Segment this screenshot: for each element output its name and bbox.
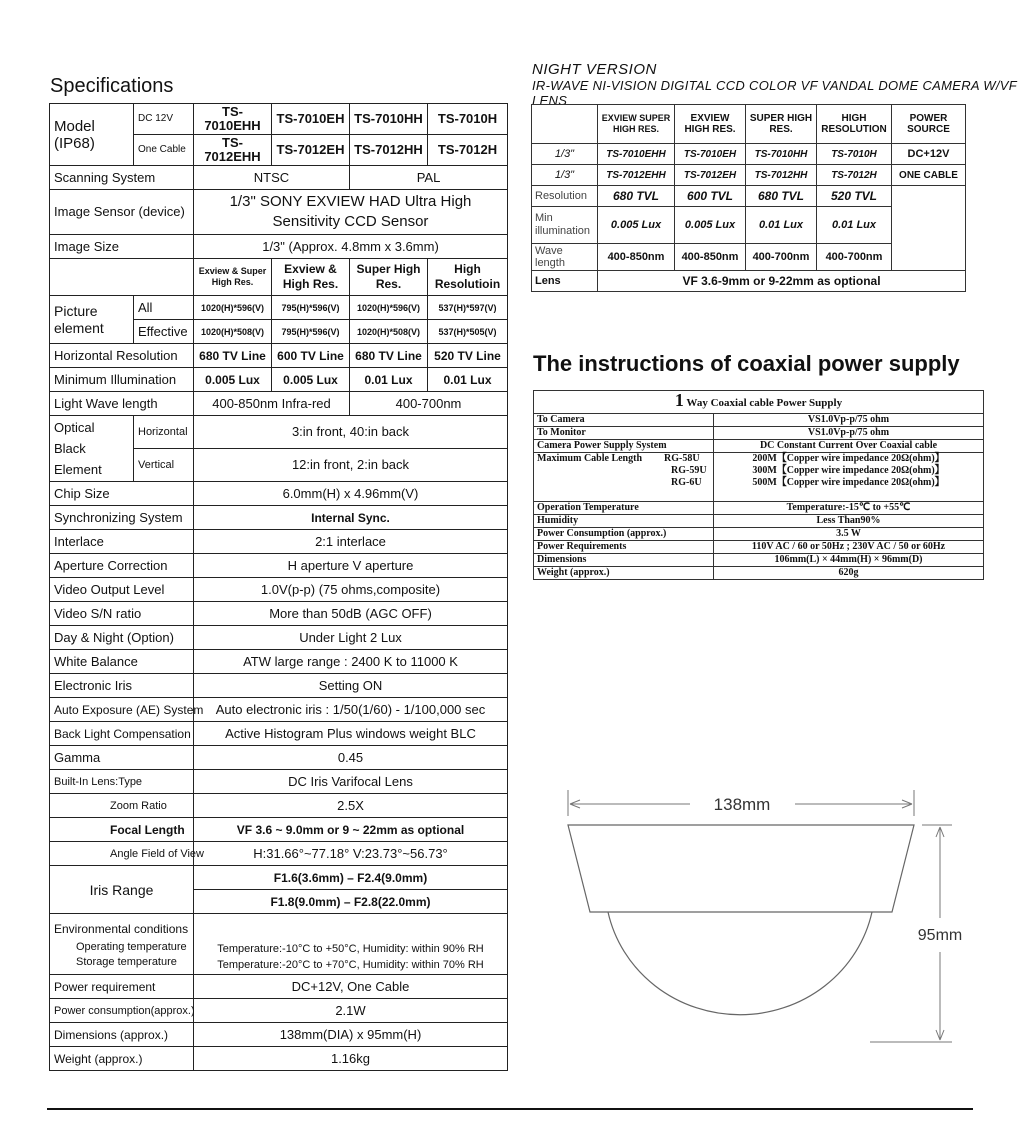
nv-head-1: EXVIEW SUPER HIGH RES. xyxy=(598,105,675,144)
row-value: Under Light 2 Lux xyxy=(194,626,508,650)
row-value: H aperture V aperture xyxy=(194,554,508,578)
coax-head xyxy=(534,391,984,414)
minillum-label: Minimum Illumination xyxy=(50,368,194,392)
spec-row xyxy=(50,674,508,698)
effective-label: Effective xyxy=(134,320,194,344)
row-label: Electronic Iris xyxy=(50,674,194,698)
column-head-row xyxy=(50,259,508,296)
row-label: Weight (approx.) xyxy=(50,1047,194,1071)
model-one-2: TS-7012EH xyxy=(272,135,350,166)
all-label: All xyxy=(134,296,194,320)
iris-label: Iris Range xyxy=(50,866,194,914)
nv-head-2: EXVIEW HIGH RES. xyxy=(675,105,746,144)
env-values xyxy=(194,914,508,975)
spec-row xyxy=(50,650,508,674)
coax-row xyxy=(534,427,984,440)
coax-row xyxy=(534,414,984,427)
coax-value: Temperature:-15℃ to +55℃ xyxy=(714,502,984,515)
nv-row1-4: TS-7010H xyxy=(817,144,892,165)
sensor-value: 1/3" SONY EXVIEW HAD Ultra High Sensitivity CCD Sensor xyxy=(194,190,508,235)
dc12v-label: DC 12V xyxy=(134,104,194,135)
nv-row1-3: TS-7010HH xyxy=(746,144,817,165)
coax-value: VS1.0Vp-p/75 ohm xyxy=(714,414,984,427)
model-one-3: TS-7012HH xyxy=(350,135,428,166)
row-value: 0.45 xyxy=(194,746,508,770)
nv-row2-2: TS-7012EH xyxy=(675,165,746,186)
tail-row xyxy=(50,1047,508,1071)
model-label: Model (IP68) xyxy=(50,104,134,166)
coax-head-text: Way Coaxial cable Power Supply xyxy=(686,397,843,409)
coax-value: DC Constant Current Over Coaxial cable xyxy=(714,440,984,453)
sensor-row xyxy=(50,190,508,235)
nv-min-1: 0.005 Lux xyxy=(598,207,675,244)
row-label: Aperture Correction xyxy=(50,554,194,578)
effective-value-2: 795(H)*596(V) xyxy=(272,320,350,344)
image-size-label: Image Size xyxy=(50,235,194,259)
row-label: Back Light Compensation xyxy=(50,722,194,746)
coax-label: Power Requirements xyxy=(534,541,714,554)
optical-h-value: 3:in front, 40:in back xyxy=(194,416,508,449)
coax-cable-row xyxy=(534,453,984,502)
row-value: More than 50dB (AGC OFF) xyxy=(194,602,508,626)
optical-h-label: Horizontal xyxy=(134,416,194,449)
spec-row xyxy=(50,722,508,746)
iris-value-1: F1.6(3.6mm) – F2.4(9.0mm) xyxy=(194,866,508,890)
row-value: DC Iris Varifocal Lens xyxy=(194,770,508,794)
all-value-4: 537(H)*597(V) xyxy=(428,296,508,320)
picture-label: Picture element xyxy=(50,296,134,344)
dome-body xyxy=(568,825,914,1015)
env-op-value: Temperature:-10°C to +50°C, Humidity: within 90% RH xyxy=(217,942,484,955)
sensor-label: Image Sensor (device) xyxy=(50,190,194,235)
nv-res-4: 520 TVL xyxy=(817,186,892,207)
spec-title: Specifications xyxy=(50,75,174,97)
model-row xyxy=(50,104,508,135)
row-label: Video Output Level xyxy=(50,578,194,602)
all-value-2: 795(H)*596(V) xyxy=(272,296,350,320)
optical-v-label: Vertical xyxy=(134,449,194,482)
spec-row xyxy=(50,818,508,842)
height-label: 95mm xyxy=(917,927,963,944)
model-one-1: TS-7012EHH xyxy=(194,135,272,166)
nv-lens-value: VF 3.6-9mm or 9-22mm as optional xyxy=(598,271,966,292)
nv-head-3: SUPER HIGH RES. xyxy=(746,105,817,144)
minillum-row xyxy=(50,368,508,392)
coax-table xyxy=(533,390,984,580)
hres-value-4: 520 TV Line xyxy=(428,344,508,368)
coax-row xyxy=(534,528,984,541)
spec-row xyxy=(50,554,508,578)
coax-label: Camera Power Supply System xyxy=(534,440,714,453)
spec-row xyxy=(50,842,508,866)
lightwave-row xyxy=(50,392,508,416)
coax-cable-labels xyxy=(534,453,714,502)
pal-value: PAL xyxy=(350,166,508,190)
spec-row xyxy=(50,794,508,818)
nv-row2-4: TS-7012H xyxy=(817,165,892,186)
image-size-value: 1/3" (Approx. 4.8mm x 3.6mm) xyxy=(194,235,508,259)
row-value: 2.5X xyxy=(194,794,508,818)
spec-row xyxy=(50,530,508,554)
minillum-value-3: 0.01 Lux xyxy=(350,368,428,392)
nv-res-row xyxy=(532,186,966,207)
minillum-value-4: 0.01 Lux xyxy=(428,368,508,392)
row-value: Internal Sync. xyxy=(194,506,508,530)
cable-type-2: RG-59U xyxy=(671,465,707,476)
spec-row xyxy=(50,746,508,770)
cable-type-1: RG-58U xyxy=(664,453,700,464)
hres-value-2: 600 TV Line xyxy=(272,344,350,368)
row-value: Setting ON xyxy=(194,674,508,698)
nv-lens-row xyxy=(532,271,966,292)
nv-row2-label: 1/3" xyxy=(532,165,598,186)
coax-row xyxy=(534,502,984,515)
effective-value-1: 1020(H)*508(V) xyxy=(194,320,272,344)
dome-dimension-drawing xyxy=(530,780,980,1050)
cable-value-3: 500M【Copper wire impedance 20Ω(ohm)】 xyxy=(752,477,945,488)
row-value: 2:1 interlace xyxy=(194,530,508,554)
night-version-table xyxy=(531,104,966,292)
coax-row xyxy=(534,515,984,528)
model-dc-1: TS-7010EHH xyxy=(194,104,272,135)
nv-wave-1: 400-850nm xyxy=(598,244,675,271)
row-label: Day & Night (Option) xyxy=(50,626,194,650)
spec-row xyxy=(50,578,508,602)
row-value: 2.1W xyxy=(194,999,508,1023)
tail-row xyxy=(50,999,508,1023)
row-label: Synchronizing System xyxy=(50,506,194,530)
row-label: White Balance xyxy=(50,650,194,674)
tail-row xyxy=(50,1023,508,1047)
row-value: Auto electronic iris : 1/50(1/60) - 1/100,000 sec xyxy=(194,698,508,722)
nv-lens-label: Lens xyxy=(532,271,598,292)
one-cable-label: One Cable xyxy=(134,135,194,166)
coax-title: The instructions of coaxial power supply xyxy=(533,351,960,376)
nv-row2-3: TS-7012HH xyxy=(746,165,817,186)
row-label: Video S/N ratio xyxy=(50,602,194,626)
all-value-1: 1020(H)*596(V) xyxy=(194,296,272,320)
nv-wave-label: Wave length xyxy=(532,244,598,271)
nv-wave-2: 400-850nm xyxy=(675,244,746,271)
row-label: Dimensions (approx.) xyxy=(50,1023,194,1047)
nv-min-2: 0.005 Lux xyxy=(675,207,746,244)
coax-label: To Camera xyxy=(534,414,714,427)
env-labels xyxy=(50,914,194,975)
row-value: 6.0mm(H) x 4.96mm(V) xyxy=(194,482,508,506)
nv-min-4: 0.01 Lux xyxy=(817,207,892,244)
nv-res-label: Resolution xyxy=(532,186,598,207)
nv-row1-power: DC+12V xyxy=(892,144,966,165)
row-value: VF 3.6 ~ 9.0mm or 9 ~ 22mm as optional xyxy=(194,818,508,842)
optical-v-value: 12:in front, 2:in back xyxy=(194,449,508,482)
picture-all-row xyxy=(50,296,508,320)
coax-row xyxy=(534,440,984,453)
coax-row xyxy=(534,554,984,567)
spec-row xyxy=(50,626,508,650)
env-st-value: Temperature:-20°C to +70°C, Humidity: within 70% RH xyxy=(217,958,484,971)
row-value: H:31.66°~77.18° V:23.73°~56.73° xyxy=(194,842,508,866)
ntsc-value: NTSC xyxy=(194,166,350,190)
nv-wave-3: 400-700nm xyxy=(746,244,817,271)
nv-res-1: 680 TVL xyxy=(598,186,675,207)
nv-row1-label: 1/3" xyxy=(532,144,598,165)
nv-head-row xyxy=(532,105,966,144)
col-head-4: High Resolutioin xyxy=(428,259,508,296)
row-label: Zoom Ratio xyxy=(50,794,194,818)
nv-row-dc xyxy=(532,144,966,165)
nv-blank xyxy=(532,105,598,144)
nv-head-4: HIGH RESOLUTION xyxy=(817,105,892,144)
spec-table xyxy=(49,103,508,1071)
row-label: Gamma xyxy=(50,746,194,770)
spec-row xyxy=(50,770,508,794)
coax-head-num: 1 xyxy=(674,390,684,410)
model-dc-3: TS-7010HH xyxy=(350,104,428,135)
image-size-row xyxy=(50,235,508,259)
env-op-label: Operating temperature xyxy=(76,941,187,953)
nv-row2-power: ONE CABLE xyxy=(892,165,966,186)
scanning-row xyxy=(50,166,508,190)
coax-row xyxy=(534,567,984,580)
nv-head-5: POWER SOURCE xyxy=(892,105,966,144)
optical-h-row xyxy=(50,416,508,449)
coax-label: Dimensions xyxy=(534,554,714,567)
hres-value-1: 680 TV Line xyxy=(194,344,272,368)
coax-label: Power Consumption (approx.) xyxy=(534,528,714,541)
row-label: Auto Exposure (AE) System xyxy=(50,698,194,722)
row-value: 138mm(DIA) x 95mm(H) xyxy=(194,1023,508,1047)
row-label: Interlace xyxy=(50,530,194,554)
spec-row xyxy=(50,602,508,626)
coax-value: 106mm(L) × 44mm(H) × 96mm(D) xyxy=(714,554,984,567)
row-label: Chip Size xyxy=(50,482,194,506)
env-st-label: Storage temperature xyxy=(76,956,177,968)
spec-row xyxy=(50,506,508,530)
row-value: 1.0V(p-p) (75 ohms,composite) xyxy=(194,578,508,602)
spec-row xyxy=(50,698,508,722)
model-dc-2: TS-7010EH xyxy=(272,104,350,135)
row-value: DC+12V, One Cable xyxy=(194,975,508,999)
optical-label: Optical Black Element xyxy=(50,416,134,482)
nv-min-3: 0.01 Lux xyxy=(746,207,817,244)
nv-row2-1: TS-7012EHH xyxy=(598,165,675,186)
iris-value-2: F1.8(9.0mm) – F2.8(22.0mm) xyxy=(194,890,508,914)
iris-row-1 xyxy=(50,866,508,890)
model-one-4: TS-7012H xyxy=(428,135,508,166)
col-head-3: Super High Res. xyxy=(350,259,428,296)
coax-value: 3.5 W xyxy=(714,528,984,541)
row-value: 1.16kg xyxy=(194,1047,508,1071)
env-label: Environmental conditions xyxy=(54,922,189,936)
lightwave-value-b: 400-700nm xyxy=(350,392,508,416)
row-value: ATW large range : 2400 K to 11000 K xyxy=(194,650,508,674)
cable-type-3: RG-6U xyxy=(671,477,702,488)
bottom-rule xyxy=(47,1108,973,1110)
nv-wave-4: 400-700nm xyxy=(817,244,892,271)
cable-value-1: 200M【Copper wire impedance 20Ω(ohm)】 xyxy=(752,453,945,464)
col-head-1: Exview & Super High Res. xyxy=(194,259,272,296)
coax-head-row xyxy=(534,391,984,414)
night-version-heading xyxy=(532,61,1024,108)
hres-value-3: 680 TV Line xyxy=(350,344,428,368)
scanning-label: Scanning System xyxy=(50,166,194,190)
coax-label: Humidity xyxy=(534,515,714,528)
coax-cable-values xyxy=(714,453,984,502)
row-value: Active Histogram Plus windows weight BLC xyxy=(194,722,508,746)
coax-label: Weight (approx.) xyxy=(534,567,714,580)
hres-label: Horizontal Resolution xyxy=(50,344,194,368)
coax-row xyxy=(534,541,984,554)
minillum-value-2: 0.005 Lux xyxy=(272,368,350,392)
nv-row-one xyxy=(532,165,966,186)
hres-row xyxy=(50,344,508,368)
nv-power-blank xyxy=(892,186,966,271)
night-version-subtitle: IR-WAVE NI-VISION DIGITAL CCD COLOR VF VANDAL DOME CAMERA W/VF LENS xyxy=(532,78,1017,108)
cable-value-2: 300M【Copper wire impedance 20Ω(ohm)】 xyxy=(752,465,945,476)
coax-value: 620g xyxy=(714,567,984,580)
nv-row1-1: TS-7010EHH xyxy=(598,144,675,165)
model-dc-4: TS-7010H xyxy=(428,104,508,135)
lightwave-value-a: 400-850nm Infra-red xyxy=(194,392,350,416)
nv-min-label: Min illumination xyxy=(532,207,598,244)
coax-value: 110V AC / 60 or 50Hz ; 230V AC / 50 or 60Hz xyxy=(714,541,984,554)
blank-cell xyxy=(50,259,194,296)
width-label: 138mm xyxy=(713,795,771,814)
coax-value: Less Than90% xyxy=(714,515,984,528)
effective-value-3: 1020(H)*508(V) xyxy=(350,320,428,344)
lightwave-label: Light Wave length xyxy=(50,392,194,416)
env-row xyxy=(50,914,508,975)
col-head-2: Exview & High Res. xyxy=(272,259,350,296)
coax-mcl-label: Maximum Cable Length xyxy=(537,453,642,464)
row-label: Angle Field of View xyxy=(50,842,194,866)
row-label: Focal Length xyxy=(50,818,194,842)
row-label: Built-In Lens:Type xyxy=(50,770,194,794)
all-value-3: 1020(H)*596(V) xyxy=(350,296,428,320)
nv-res-3: 680 TVL xyxy=(746,186,817,207)
nv-row1-2: TS-7010EH xyxy=(675,144,746,165)
minillum-value-1: 0.005 Lux xyxy=(194,368,272,392)
tail-row xyxy=(50,975,508,999)
coax-label: Operation Temperature xyxy=(534,502,714,515)
row-label: Power consumption(approx.) xyxy=(50,999,194,1023)
row-label: Power requirement xyxy=(50,975,194,999)
effective-value-4: 537(H)*505(V) xyxy=(428,320,508,344)
spec-row xyxy=(50,482,508,506)
coax-label: To Monitor xyxy=(534,427,714,440)
night-version-title: NIGHT VERSION xyxy=(532,61,657,78)
coax-value: VS1.0Vp-p/75 ohm xyxy=(714,427,984,440)
nv-res-2: 600 TVL xyxy=(675,186,746,207)
